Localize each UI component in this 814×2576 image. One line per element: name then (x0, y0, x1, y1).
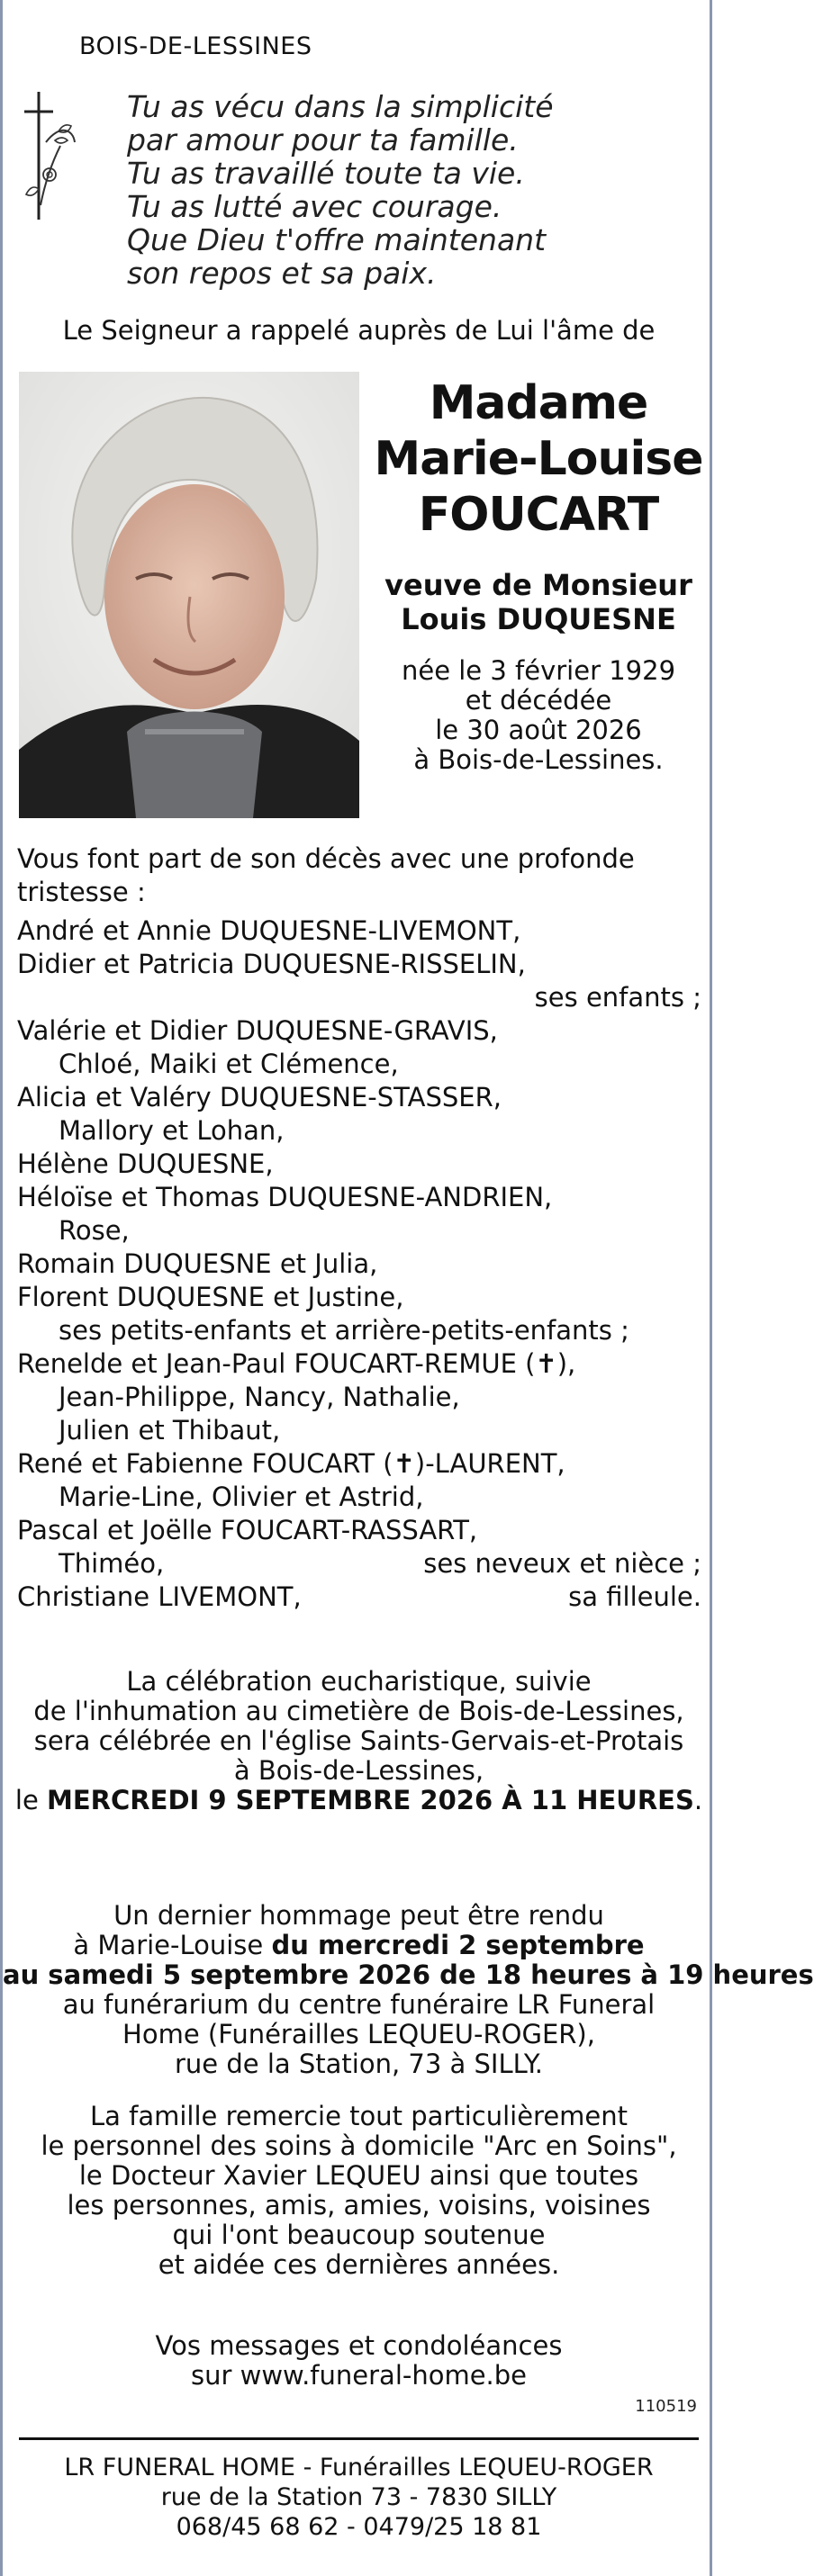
poem-line: son repos et sa paix. (127, 256, 437, 291)
family-member: René et Fabienne FOUCART (✝)-LAURENT, (17, 1448, 565, 1479)
family-row (17, 981, 701, 1014)
family-member: Hélène DUQUESNE, (17, 1148, 274, 1179)
hommage-line (3, 1959, 814, 1990)
footer-line: 068/45 68 62 - 0479/25 18 81 (176, 2513, 542, 2541)
poem-line: Tu as lutté avec courage. (127, 189, 502, 224)
family-list (17, 842, 701, 1614)
family-relation: sa filleule. (568, 1581, 701, 1612)
announcement-intro: Le Seigneur a rappelé auprès de Lui l'âme de (62, 315, 656, 346)
family-member: Romain DUQUESNE et Julia, (17, 1248, 378, 1279)
date-line: et décédée (465, 685, 612, 716)
ceremony-line: La célébration eucharistique, suivie (126, 1666, 592, 1697)
footer-divider (19, 2437, 699, 2440)
family-member: Mallory et Lohan, (59, 1115, 285, 1146)
ceremony-date (3, 1786, 715, 1815)
date-line: à Bois-de-Lessines. (413, 744, 664, 775)
family-member: ses petits-enfants et arrière-petits-enfants ; (59, 1315, 629, 1346)
family-member: Valérie et Didier DUQUESNE-GRAVIS, (17, 1015, 498, 1046)
family-member: Renelde et Jean-Paul FOUCART-REMUE (✝), (17, 1348, 576, 1379)
deceased-title: Madame (429, 376, 648, 430)
ceremony-date-suffix: . (693, 1785, 703, 1815)
family-row (17, 1281, 701, 1314)
hommage-plain: à Marie-Louise (73, 1930, 272, 1960)
family-row (17, 1247, 701, 1281)
thanks-line: La famille remercie tout particulièrement (89, 2101, 629, 2131)
family-member: André et Annie DUQUESNE-LIVEMONT, (17, 915, 521, 946)
ceremony-line: de l'inhumation au cimetière de Bois-de-Lessines, (33, 1696, 684, 1726)
poem-line: Tu as vécu dans la simplicité (127, 89, 554, 124)
poem-line: Tu as travaillé toute ta vie. (127, 156, 525, 191)
family-member: Rose, (59, 1215, 130, 1246)
family-row (17, 1347, 701, 1381)
thanks-line: qui l'ont beaucoup soutenue (172, 2220, 546, 2250)
footer-line: rue de la Station 73 - 7830 SILLY (160, 2483, 557, 2511)
portrait-illustration (19, 372, 359, 818)
family-row (17, 1547, 701, 1581)
date-line: le 30 août 2026 (435, 715, 642, 745)
family-row (17, 1447, 701, 1481)
hommage-line: Home (Funérailles LEQUEU-ROGER), (122, 2019, 595, 2049)
hommage-bold: du mercredi 2 septembre (271, 1930, 645, 1960)
widow-of (363, 568, 714, 636)
family-row (17, 1014, 701, 1048)
hommage-block (3, 1900, 814, 2079)
family-member: Florent DUQUESNE et Justine, (17, 1282, 404, 1312)
family-relation: ses enfants ; (534, 982, 701, 1013)
poem (127, 90, 703, 290)
reference-number: 110519 (635, 2397, 697, 2416)
hommage-line: rue de la Station, 73 à SILLY. (174, 2049, 543, 2079)
family-row (17, 1314, 701, 1347)
family-row (17, 1048, 701, 1081)
family-member: Didier et Patricia DUQUESNE-RISSELIN, (17, 949, 526, 979)
family-row (17, 1514, 701, 1547)
birth-death-dates (363, 656, 714, 775)
ceremony-line: à Bois-de-Lessines, (233, 1755, 484, 1786)
widow-line: veuve de Monsieur (384, 568, 692, 602)
poem-line: par amour pour ta famille. (127, 122, 519, 158)
date-line: née le 3 février 1929 (401, 655, 676, 686)
family-member: Thiméo, (59, 1548, 165, 1579)
hommage-line: au funérarium du centre funéraire LR Funeral (62, 1989, 656, 2020)
place-name: BOIS-DE-LESSINES (79, 32, 312, 60)
funeral-home-footer (3, 2453, 715, 2542)
messages-block (3, 2331, 715, 2391)
messages-line: sur www.funeral-home.be (190, 2360, 528, 2391)
family-row (17, 1214, 701, 1247)
family-relation: ses neveux et nièce ; (423, 1548, 701, 1579)
family-member: Christiane LIVEMONT, (17, 1581, 302, 1612)
thanks-block (3, 2102, 715, 2280)
ceremony-date-bold: MERCREDI 9 SEPTEMBRE 2026 À 11 HEURES (47, 1785, 694, 1815)
family-member: Jean-Philippe, Nancy, Nathalie, (59, 1382, 460, 1412)
footer-line: LR FUNERAL HOME - Funérailles LEQUEU-ROGER (64, 2454, 654, 2481)
family-member: Marie-Line, Olivier et Astrid, (59, 1482, 424, 1512)
family-member: Héloïse et Thomas DUQUESNE-ANDRIEN, (17, 1182, 553, 1212)
deceased-last-name: FOUCART (418, 488, 659, 542)
portrait-photo (19, 372, 359, 818)
cross-with-flowers-icon (19, 88, 82, 223)
hommage-line (3, 1931, 715, 1960)
messages-line: Vos messages et condoléances (155, 2330, 563, 2361)
thanks-line: et aidée ces dernières années. (158, 2249, 560, 2280)
thanks-line: les personnes, amis, amies, voisins, voisines (67, 2190, 651, 2220)
thanks-line: le personnel des soins à domicile "Arc en Soins", (41, 2130, 677, 2161)
family-rows (17, 914, 701, 1614)
family-member: Alicia et Valéry DUQUESNE-STASSER, (17, 1082, 502, 1112)
poem-line: Que Dieu t'offre maintenant (127, 222, 547, 257)
thanks-line: le Docteur Xavier LEQUEU ainsi que toutes (78, 2160, 639, 2191)
family-row (17, 1114, 701, 1148)
family-row (17, 1481, 701, 1514)
ceremony-date-prefix: le (14, 1785, 48, 1815)
family-row (17, 1414, 701, 1447)
hommage-line: Un dernier hommage peut être rendu (113, 1900, 604, 1931)
family-intro: Vous font part de son décès avec une profonde tristesse : (17, 843, 635, 907)
hommage-bold: au samedi 5 septembre 2026 de 18 heures à 19 heures (3, 1959, 814, 1990)
family-row (17, 1181, 701, 1214)
family-member: Chloé, Maiki et Clémence, (59, 1049, 399, 1079)
widow-line: Louis DUQUESNE (401, 602, 676, 636)
deceased-block (363, 375, 714, 775)
family-member: Julien et Thibaut, (59, 1415, 281, 1446)
family-row (17, 914, 701, 948)
family-row (17, 1381, 701, 1414)
ceremony-block (3, 1667, 715, 1815)
ceremony-line: sera célébrée en l'église Saints-Gervais-et-Protais (33, 1725, 684, 1756)
family-row (17, 1581, 701, 1614)
deceased-first-name: Marie-Louise (374, 432, 703, 486)
family-member: Pascal et Joëlle FOUCART-RASSART, (17, 1515, 478, 1545)
family-row (17, 1081, 701, 1114)
family-row (17, 1148, 701, 1181)
family-row (17, 948, 701, 981)
